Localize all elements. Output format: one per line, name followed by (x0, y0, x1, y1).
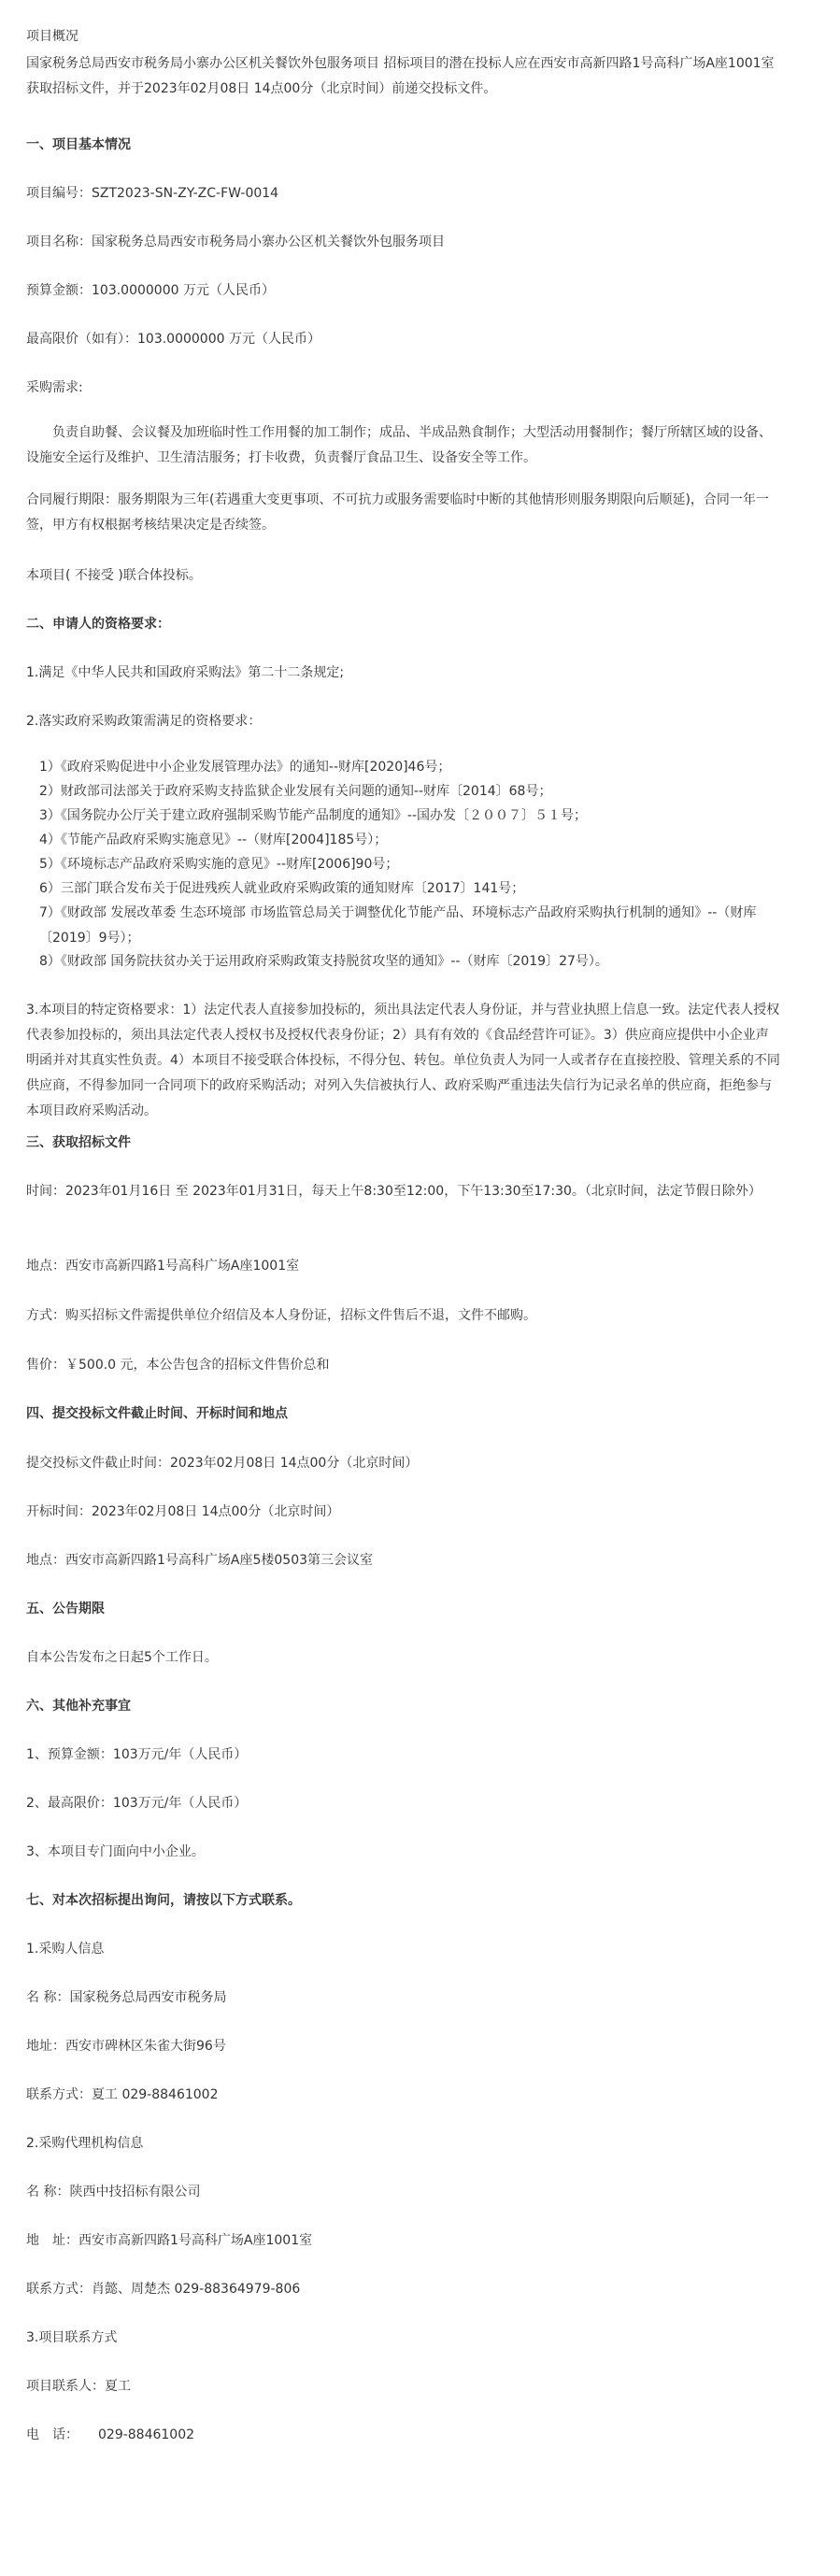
overview-title: 项目概况 (26, 29, 78, 44)
buyer-info-title: 1.采购人信息 (26, 1942, 105, 1957)
joint-bid-note: 本项目( 不接受 )联合体投标。 (26, 568, 202, 583)
obtain-time: 时间：2023年01月16日 至 2023年01月31日，每天上午8:30至12:00，下午13:30至17:30。（北京时间，法定节假日除外） (26, 1184, 762, 1199)
budget-amount: 预算金额：103.0000000 万元（人民币） (26, 283, 275, 298)
policy-item: 1）《政府采购促进中小企业发展管理办法》的通知--财库[2020]46号； (39, 760, 451, 775)
policy-item: 7）《财政部 发展改革委 生态环境部 市场监管总局关于调整优化节能产品、环境标志产品政府采购执行机制的通知》--（财库〔2019〕9号）； (39, 905, 757, 946)
section-5-title: 五、公告期限 (26, 1601, 105, 1616)
project-number: 项目编号：SZT2023-SN-ZY-ZC-FW-0014 (26, 186, 279, 201)
demand-text: 负责自助餐、会议餐及加班临时性工作用餐的加工制作；成品、半成品熟食制作；大型活动用餐制作；餐厅所辖区域的设备、设施安全运行及维护、卫生清洁服务；打卡收费，负责餐厅食品卫生、设备安全等工作。 (26, 425, 772, 465)
section-2-title: 二、申请人的资格要求： (26, 617, 170, 632)
contract-period: 合同履行期限：服务期限为三年(若遇重大变更事项、不可抗力或服务需要临时中断的其他情形则服务期限向后顺延)，合同一年一签，甲方有权根据考核结果决定是否续签。 (26, 492, 769, 533)
agent-contact: 联系方式：肖懿、周楚杰 029-88364979-806 (26, 2282, 301, 2297)
policy-item: 6）三部门联合发布关于促进残疾人就业政府采购政策的通知财库〔2017〕141号； (39, 881, 525, 896)
policy-item: 3）《国务院办公厅关于建立政府强制采购节能产品制度的通知》--国办发〔２００７〕５１号； (39, 808, 588, 823)
max-price: 最高限价（如有）：103.0000000 万元（人民币） (26, 332, 320, 347)
opening-place: 地点：西安市高新四路1号高科广场A座5楼0503第三会议室 (26, 1553, 374, 1568)
demand-title: 采购需求: (26, 380, 83, 395)
section-6-title: 六、其他补充事宜 (26, 1699, 131, 1714)
announcement-period: 自本公告发布之日起5个工作日。 (26, 1650, 218, 1665)
extra-item: 2、最高限价：103万元/年（人民币） (26, 1796, 248, 1811)
agent-name: 名 称：陕西中技招标有限公司 (26, 2185, 201, 2199)
overview-text: 国家税务总局西安市税务局小寨办公区机关餐饮外包服务项目 招标项目的潜在投标人应在西安市高新四路1号高科广场A座1001室获取招标文件，并于2023年02月08日 14点00分（北京时间）前递交投标文件。 (26, 56, 775, 96)
project-contact-phone: 电 话： 029-88461002 (26, 2427, 195, 2442)
obtain-method: 方式：购买招标文件需提供单位介绍信及本人身份证，招标文件售后不退，文件不邮购。 (26, 1308, 536, 1323)
extra-item: 1、预算金额：103万元/年（人民币） (26, 1747, 248, 1762)
opening-time: 开标时间：2023年02月08日 14点00分（北京时间） (26, 1504, 340, 1519)
section-7-title: 七、对本次招标提出询问，请按以下方式联系。 (26, 1893, 301, 1908)
policy-item: 4）《节能产品政府采购实施意见》--（财库[2004]185号）； (39, 833, 388, 847)
project-name: 项目名称：国家税务总局西安市税务局小寨办公区机关餐饮外包服务项目 (26, 235, 445, 249)
policy-item: 8）《财政部 国务院扶贫办关于运用政府采购政策支持脱贫攻坚的通知》--（财库〔2019〕27号）。 (39, 954, 608, 969)
agent-info-title: 2.采购代理机构信息 (26, 2136, 144, 2151)
buyer-contact: 联系方式：夏工 029-88461002 (26, 2087, 219, 2102)
obtain-place: 地点：西安市高新四路1号高科广场A座1001室 (26, 1259, 300, 1274)
requirement-3: 3.本项目的特定资格要求：1）法定代表人直接参加投标的，须出具法定代表人身份证，并与营业执照上信息一致。法定代表人授权代表参加投标的，须出具法定代表人授权书及授权代表身份证；2）具有有效的《食品经营许可证》。3）供应商应提供中小企业声明函并对其真实性负责。4）本项目不接受联合体投标，不得分包、转包。单位负责人为同一人或者存在直接控股、管理关系的不同供应商，不得参加同一合同项下的政府采购活动；对列入失信被执行人、政府采购严重违法失信行为记录名单的供应商，拒绝参与本项目政府采购活动。 (26, 1003, 780, 1118)
agent-address: 地 址：西安市高新四路1号高科广场A座1001室 (26, 2233, 313, 2248)
requirement-1: 1.满足《中华人民共和国政府采购法》第二十二条规定; (26, 665, 345, 680)
buyer-name: 名 称：国家税务总局西安市税务局 (26, 1990, 227, 2005)
section-4-title: 四、提交投标文件截止时间、开标时间和地点 (26, 1406, 288, 1421)
policy-item: 2）财政部司法部关于政府采购支持监狱企业发展有关问题的通知--财库〔2014〕68号； (39, 784, 552, 799)
section-3-title: 三、获取招标文件 (26, 1135, 131, 1150)
project-contact-person: 项目联系人：夏工 (26, 2379, 131, 2394)
bid-deadline: 提交投标文件截止时间：2023年02月08日 14点00分（北京时间） (26, 1456, 419, 1471)
extra-item: 3、本项目专门面向中小企业。 (26, 1844, 205, 1859)
buyer-address: 地址：西安市碑林区朱雀大街96号 (26, 2039, 226, 2054)
requirement-2-title: 2.落实政府采购政策需满足的资格要求： (26, 714, 262, 729)
document-price: 售价：￥500.0 元，本公告包含的招标文件售价总和 (26, 1358, 330, 1373)
section-1-title: 一、项目基本情况 (26, 137, 131, 152)
policy-item: 5）《环境标志产品政府采购实施的意见》--财库[2006]90号； (39, 857, 399, 872)
project-contact-title: 3.项目联系方式 (26, 2330, 118, 2345)
